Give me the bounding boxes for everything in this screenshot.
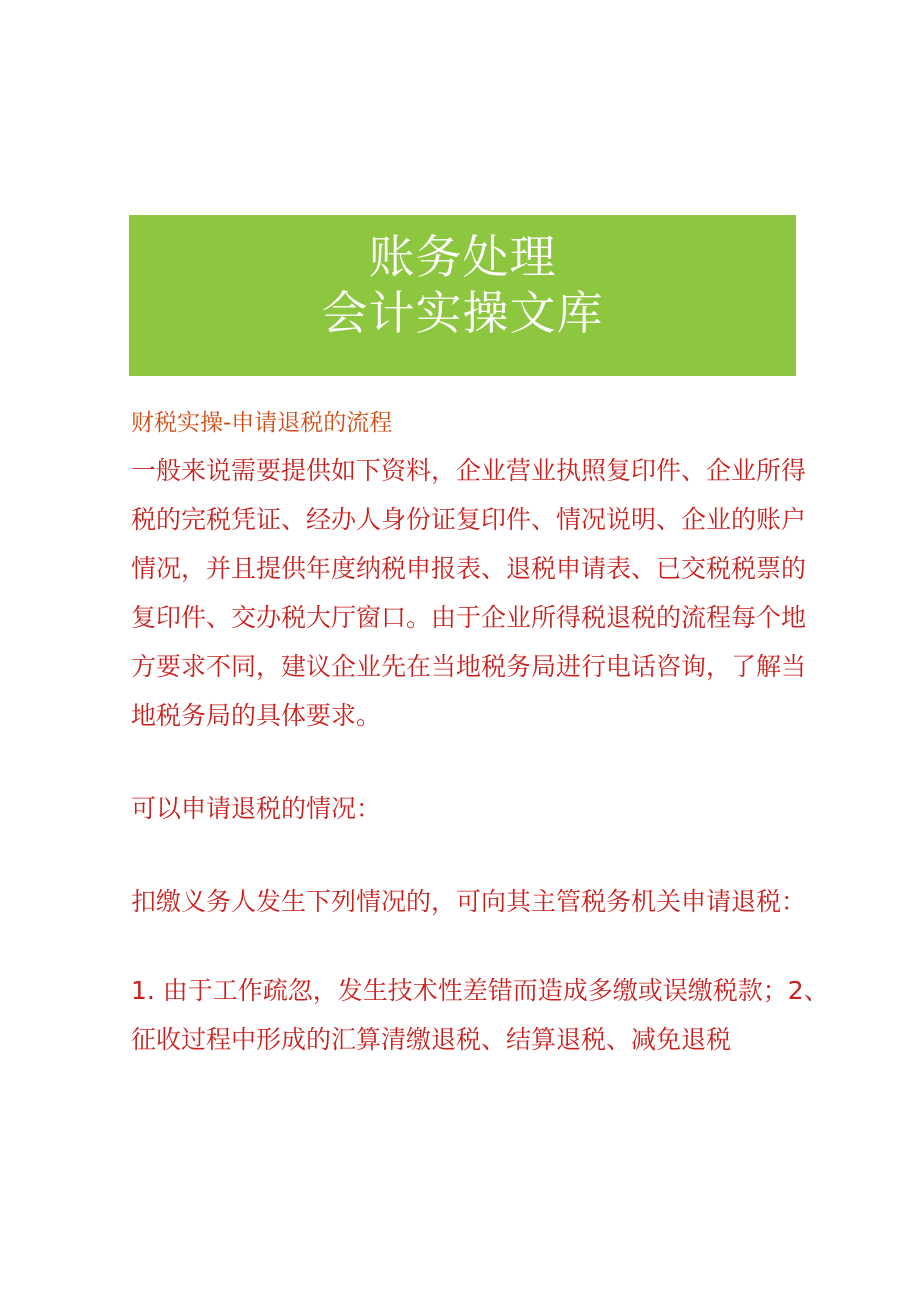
intro-line: 地税务局的具体要求。 (131, 701, 382, 730)
intro-line: 一般来说需要提供如下资料，企业营业执照复印件、企业所得 (131, 456, 807, 485)
situations-heading: 可以申请退税的情况： (131, 794, 382, 823)
document-body (131, 400, 829, 1064)
intro-line: 税的完税凭证、经办人身份证复印件、情况说明、企业的账户 (131, 505, 807, 534)
article-subtitle: 财税实操-申请退税的流程 (131, 410, 393, 436)
intro-line: 复印件、交办税大厅窗口。由于企业所得税退税的流程每个地 (131, 603, 807, 632)
intro-paragraph (131, 446, 811, 740)
cases-paragraph (131, 966, 829, 1064)
title-banner (129, 215, 796, 376)
intro-line: 情况，并且提供年度纳税申报表、退税申请表、已交税税票的 (131, 554, 807, 583)
banner-title-line1: 账务处理 (368, 230, 557, 284)
banner-title-line2: 会计实操文库 (321, 286, 604, 340)
withholding-paragraph: 扣缴义务人发生下列情况的，可向其主管税务机关申请退税： (131, 887, 807, 916)
cases-line: 征收过程中形成的汇算清缴退税、结算退税、减免退税 (131, 1025, 732, 1054)
intro-line: 方要求不同，建议企业先在当地税务局进行电话咨询，了解当 (131, 652, 807, 681)
cases-line: 1. 由于工作疏忽，发生技术性差错而造成多缴或误缴税款；2、 (131, 976, 829, 1005)
